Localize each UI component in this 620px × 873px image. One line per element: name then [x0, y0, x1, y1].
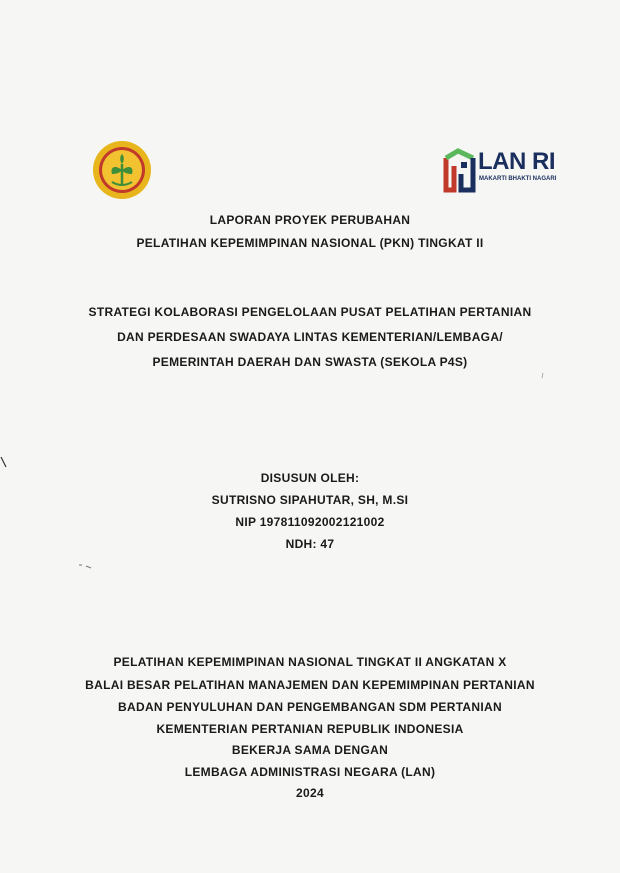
lan-ri-wordmark: LAN RI [478, 148, 555, 175]
title-line-2: DAN PERDESAAN SWADAYA LINTAS KEMENTERIAN/LEMBAGA/ [117, 330, 503, 344]
title-line-1: STRATEGI KOLABORASI PENGELOLAAN PUSAT PELATIHAN PERTANIAN [88, 305, 532, 319]
author-nip: NIP 197811092002121002 [235, 515, 385, 529]
institution-line-2: BALAI BESAR PELATIHAN MANAJEMEN DAN KEPEMIMPINAN PERTANIAN [85, 678, 535, 692]
institution-line-4: KEMENTERIAN PERTANIAN REPUBLIK INDONESIA [156, 722, 464, 736]
scan-speck [78, 562, 94, 570]
institution-line-6: LEMBAGA ADMINISTRASI NEGARA (LAN) [184, 765, 436, 779]
institution-year: 2024 [296, 786, 324, 800]
title-line-3: PEMERINTAH DAERAH DAN SWASTA (SEKOLA P4S) [152, 355, 468, 369]
institution-line-1: PELATIHAN KEPEMIMPINAN NASIONAL TINGKAT II ANGKATAN X [113, 655, 507, 669]
institution-line-3: BADAN PENYULUHAN DAN PENGEMBANGAN SDM PERTANIAN [118, 700, 502, 714]
author-label: DISUSUN OLEH: [260, 471, 360, 485]
institution-line-5: BEKERJA SAMA DENGAN [231, 743, 389, 757]
scan-speck [540, 372, 546, 380]
lan-ri-tagline: MAKARTI BHAKTI NAGARI [479, 176, 557, 182]
scan-speck [0, 455, 8, 469]
report-type: LAPORAN PROYEK PERUBAHAN [209, 213, 411, 227]
kementan-emblem-icon [92, 140, 152, 200]
report-program: PELATIHAN KEPEMIMPINAN NASIONAL (PKN) TINGKAT II [136, 236, 484, 250]
author-name: SUTRISNO SIPAHUTAR, SH, M.SI [211, 493, 409, 507]
author-ndh: NDH: 47 [285, 537, 335, 551]
